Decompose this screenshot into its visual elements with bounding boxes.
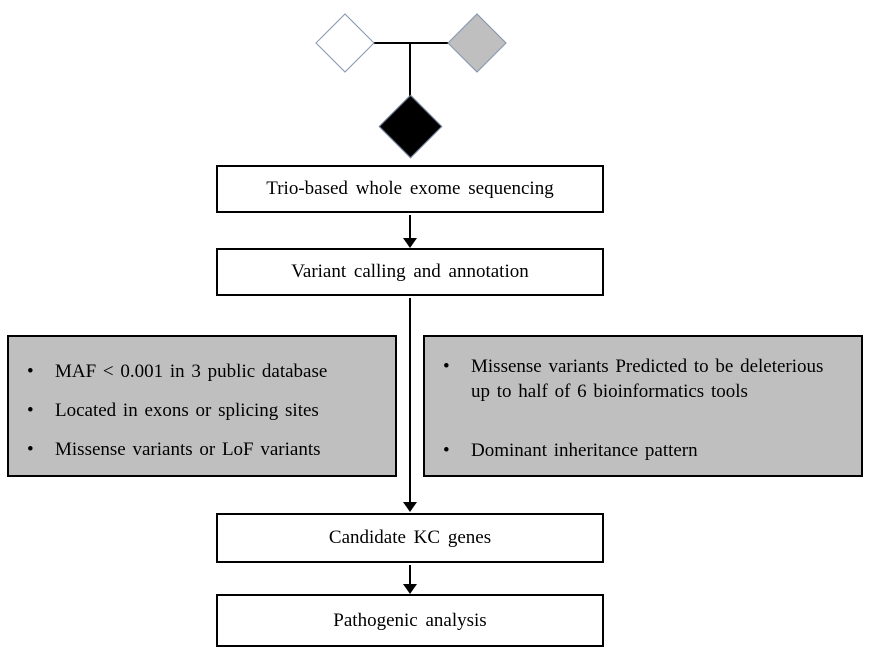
step-trio-wes-label: Trio-based whole exome sequencing (266, 178, 554, 199)
arrow-3-head (403, 584, 417, 594)
step-variant-calling-box (216, 248, 604, 296)
step-variant-calling-label: Variant calling and annotation (291, 261, 529, 282)
filter-criteria-panel-right (423, 335, 863, 477)
arrow-2-head (403, 502, 417, 512)
carrier-parent-diamond (447, 13, 506, 72)
pedigree-descent-line (409, 43, 411, 99)
pedigree-couple-line (372, 42, 450, 44)
step-trio-wes-box (216, 165, 604, 213)
filter-left-item: • Missense variants or LoF variants (15, 437, 387, 462)
arrow-2-line (409, 298, 411, 503)
arrow-1-line (409, 215, 411, 240)
step-pathogenic-analysis-box (216, 594, 604, 647)
filter-criteria-panel-left (7, 335, 397, 477)
filter-right-item: • Dominant inheritance pattern (431, 438, 847, 463)
unaffected-parent-diamond (315, 13, 374, 72)
filter-left-item: • MAF < 0.001 in 3 public database (15, 359, 387, 384)
step-candidate-genes-box (216, 513, 604, 563)
affected-proband-diamond (379, 95, 443, 159)
filter-right-list (425, 337, 861, 475)
filter-left-list (9, 337, 395, 475)
filter-left-item: • Located in exons or splicing sites (15, 398, 387, 423)
arrow-1-head (403, 238, 417, 248)
step-candidate-genes-label: Candidate KC genes (328, 527, 492, 548)
filter-right-item: • Missense variants Predicted to be deleterious up to half of 6 bioinformatics tools (431, 354, 847, 404)
step-pathogenic-analysis-label: Pathogenic analysis (333, 609, 487, 631)
arrow-3-line (409, 565, 411, 586)
